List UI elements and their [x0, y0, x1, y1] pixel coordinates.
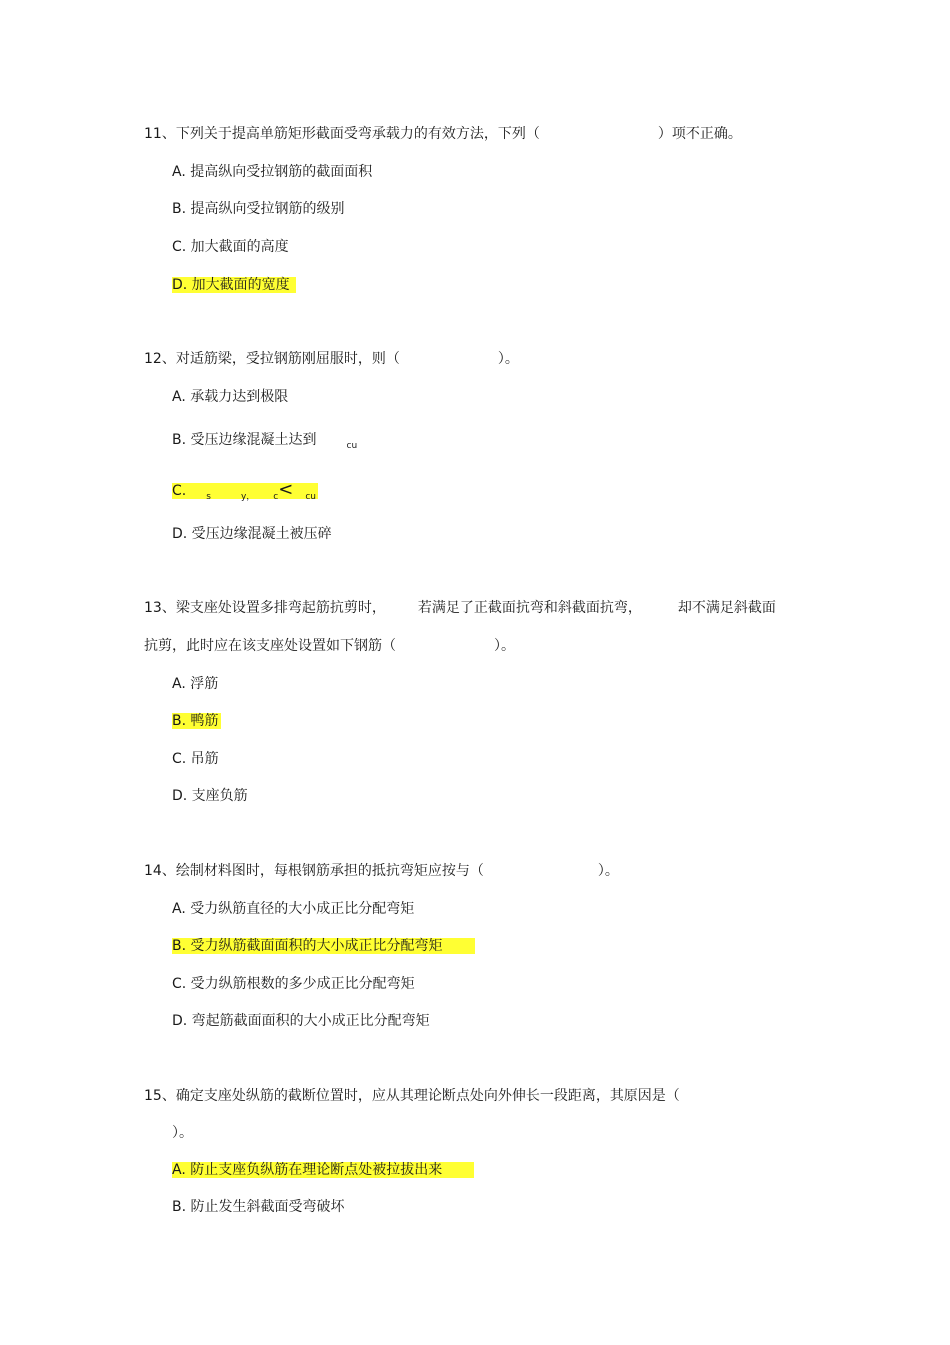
q15-option-a [172, 1160, 474, 1180]
q13-option-d: D. 支座负筋 [172, 788, 248, 804]
q13-option-b [172, 711, 221, 731]
q11-option-c: C. 加大截面的高度 [172, 239, 289, 255]
less-than-symbol: < [278, 479, 294, 500]
subscript-c: c [273, 492, 279, 502]
q11-stem: 11、下列关于提高单筋矩形截面受弯承载力的有效方法，下列（ ）项不正确。 [144, 126, 742, 142]
q12-option-a: A. 承载力达到极限 [172, 389, 289, 405]
q11-option-d [172, 275, 296, 295]
answer-highlight: B. 受力纵筋截面面积的大小成正比分配弯矩 [172, 938, 475, 954]
answer-highlight: A. 防止支座负纵筋在理论断点处被拉拔出来 [172, 1162, 474, 1178]
answer-highlight: C. $_s$ $_{y,}$ $_c$< $_{cu}$ [172, 479, 316, 502]
q12-stem: 12、对适筋梁，受拉钢筋刚屈服时，则（ ）。 [144, 351, 519, 367]
q12-option-b: B. 受压边缘混凝土达到 $_{cu}$ [172, 432, 358, 451]
q11-option-a: A. 提高纵向受拉钢筋的截面面积 [172, 164, 373, 180]
subscript-cu: cu [346, 441, 358, 451]
q12-option-d: D. 受压边缘混凝土被压碎 [172, 526, 332, 542]
q14-stem: 14、绘制材料图时，每根钢筋承担的抵抗弯矩应按与（ ）。 [144, 863, 619, 879]
q13-stem-line2: 抗剪，此时应在该支座处设置如下钢筋（ ）。 [144, 638, 515, 654]
subscript-cu: cu [305, 492, 316, 502]
q12-option-c [172, 480, 318, 503]
q15-option-b: B. 防止发生斜截面受弯破坏 [172, 1199, 345, 1215]
subscript-s: s [206, 492, 211, 502]
q13-stem-line1: 13、梁支座处设置多排弯起筋抗剪时， 若满足了正截面抗弯和斜截面抗弯， 却不满足斜截面 [144, 600, 776, 616]
subscript-y: y， [240, 492, 256, 502]
q11-option-b: B. 提高纵向受拉钢筋的级别 [172, 201, 345, 217]
answer-highlight: B. 鸭筋 [172, 713, 219, 729]
answer-highlight: D. 加大截面的宽度 [172, 277, 296, 293]
q14-option-d: D. 弯起筋截面面积的大小成正比分配弯矩 [172, 1013, 430, 1029]
q14-option-a: A. 受力纵筋直径的大小成正比分配弯矩 [172, 901, 415, 917]
q14-option-b [172, 936, 475, 956]
q13-option-a: A. 浮筋 [172, 676, 219, 692]
q14-option-c: C. 受力纵筋根数的多少成正比分配弯矩 [172, 976, 415, 992]
q15-stem-line2: ）。 [172, 1125, 193, 1141]
q15-stem-line1: 15、确定支座处纵筋的截断位置时，应从其理论断点处向外伸长一段距离，其原因是（ [144, 1088, 680, 1104]
q13-option-c: C. 吊筋 [172, 751, 219, 767]
